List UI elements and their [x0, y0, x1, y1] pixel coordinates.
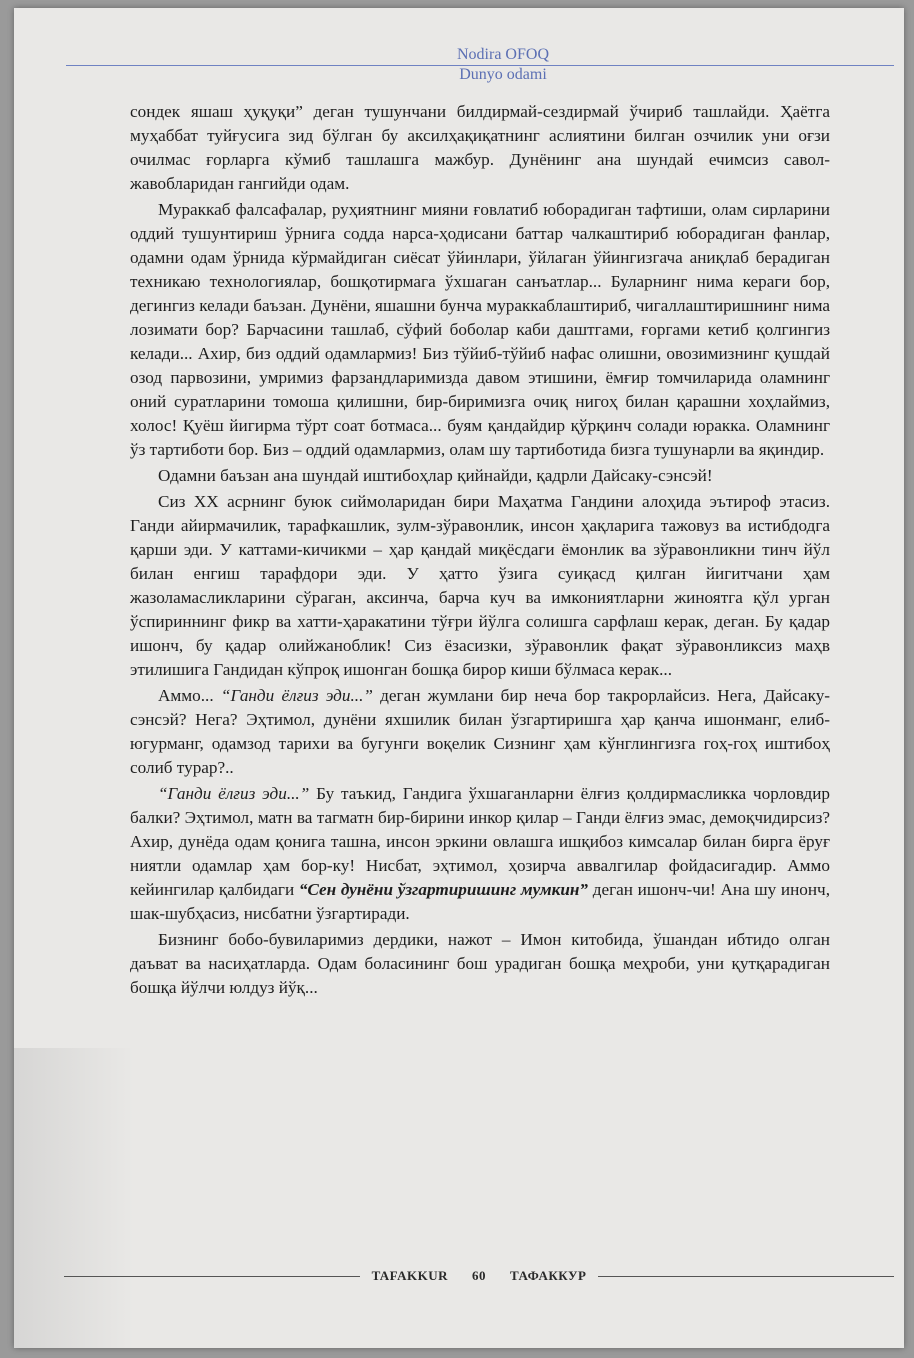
p5-pre: Аммо...	[158, 686, 221, 705]
article-body	[130, 100, 830, 1002]
running-header	[14, 46, 904, 84]
p5-post: деган жумлани бир неча бор такрорлайсиз. Нега, Дайсаку-сэнсэй? Нега? Эҳтимол, дунёни яхшилик билан ўзгартиришга ҳар қанча ишонманг, елиб-югурманг, одамзод тарихи ва бугунги воқелик Сизнинг ҳам кўнглингизга гоҳ-гоҳ иштибоҳ солиб турар?..	[130, 686, 831, 777]
paragraph-2: Мураккаб фалсафалар, руҳиятнинг мияни ғовлатиб юборадиган тафтиши, олам сирларини оддий тушунтириш ўрнига содда нарса-ҳодисани баттар чалкаштириб юборадиган фанлар, одамни одам ўрнида кўрмайдиган сиёсат ўйинлари, ўйлаган ўйингизгача аниқлаб берадиган техникаю технологиялар, бошқотирмага ўхшаган санъатлар... Буларнинг нима кераги бор, дегингиз келади баъзан. Дунёни, яшашни бунча мураккаблаштириб, чигаллаштиришнинг нима лозимати бор? Барчасини ташлаб, сўфий боболар каби даштгами, ғоргами кетиб қолгингиз келади... Ахир, биз оддий одамлармиз! Биз тўйиб-тўйиб нафас олишни, овозимизнинг қушдай озод парвозини, умримиз фарзандларимизда давом этишини, ёмғир томчиларида оламнинг оний суратларини томоша қилишни, бир-биримизга очиқ нигоҳ билан қарашни хоҳлаймиз, холос! Қуёш йигирма тўрт соат ботмаса... буям қандайдир қўрқинч солади юракка. Оламнинг ўз тартиботи бор. Биз – оддий одамлармиз, олам шу тартиботида бизга тушунарли ва яқиндир.	[130, 200, 830, 459]
paragraph-3: Одамни баъзан ана шундай иштибоҳлар қийнайди, қадрли Дайсаку-сэнсэй!	[158, 466, 713, 485]
p5-quote: “Ганди ёлғиз эди...”	[220, 686, 373, 705]
p6-mid: Бу таъкид, Гандига ўхшаганларни ёлғиз қолдирмасликка чорловдир балки? Эҳтимол, матн ва тагматн бир-бирини инкор қилар – Ганди ёлғиз эмас, демоқчидирсиз? Ахир, дунёда одам қонига ташна, инсон эркини овлашга ишқибоз кимсалар билан бирга ёруғ ниятли одамлар ҳам бор-ку! Нисбат, эҳтимол, ҳозирча аввалгилар фойдасигадир. Аммо кейингилар қалбидаги	[130, 784, 830, 899]
header-section: Dunyo odami	[459, 66, 547, 83]
running-footer	[64, 1266, 894, 1286]
header-author: Nodira OFOQ	[457, 46, 549, 63]
p6-quote: “Ганди ёлғиз эди...”	[158, 784, 310, 803]
paragraph-5	[130, 684, 830, 780]
magazine-page	[14, 8, 904, 1348]
paragraph-6	[130, 782, 830, 926]
footer-rule-left	[64, 1276, 360, 1277]
page-curl-shadow	[14, 1048, 134, 1348]
page-number: 60	[472, 1268, 487, 1283]
footer-rule-right	[598, 1276, 894, 1277]
footer-magazine-latin: TAFAKKUR	[371, 1268, 449, 1283]
paragraph-7: Бизнинг бобо-бувиларимиз дердики, нажот – Имон китобида, ўшандан ибтидо олган даъват ва насиҳатларда. Одам боласининг бош урадиган бошқа меҳроби, уни қутқарадиган бошқа йўлчи юлдуз йўқ...	[130, 930, 830, 997]
p6-post: деган ишонч-чи! Ана шу инонч, шак-шубҳасиз, нисбатни ўзгартиради.	[130, 880, 831, 923]
p6-bold-quote: “Сен дунёни ўзгартиришинг мумкин”	[298, 880, 589, 899]
paragraph-1: сондек яшаш ҳуқуқи” деган тушунчани билдирмай-сездирмай ўчириб ташлайди. Ҳаётга муҳаббат туйғусига зид бўлган бу аксилҳақиқатнинг аслиятини билган озчилик уни оғзи очилмас ғорларга кўмиб ташлашга мажбур. Дунёнинг ана шундай ечимсиз савол-жавобларидан гангийди одам.	[130, 102, 830, 193]
footer-magazine-cyrillic: ТАФАККУР	[510, 1268, 587, 1283]
paragraph-4: Сиз XX асрнинг буюк сиймоларидан бири Маҳатма Гандини алоҳида эътироф этасиз. Ганди айирмачилик, тарафкашлик, зулм-зўравонлик, инсон ҳақларига тажовуз ва истибдодга қарши эди. У каттами-кичикми – ҳар қандай миқёсдаги ёмонлик ва зўравонликни тинч йўл билан енгиш тарафдори эди. У ҳатто ўзига суиқасд қилган йигитчани ҳам жазоламасликларини сўраган, аксинча, барча куч ва имкониятларни жиноятга қўл урган ўспириннинг фикр ва хатти-ҳаракатини тўғри йўлга солишга сарфлаш керак, деган. Бу қадар ишонч, бу қадар олийжаноблик! Сиз ёзасизки, зўравонлик фақат зўравонликсиз маҳв этилишига Гандидан кўпроқ ишонган бошқа бирор киши бўлмаса керак...	[130, 492, 830, 679]
